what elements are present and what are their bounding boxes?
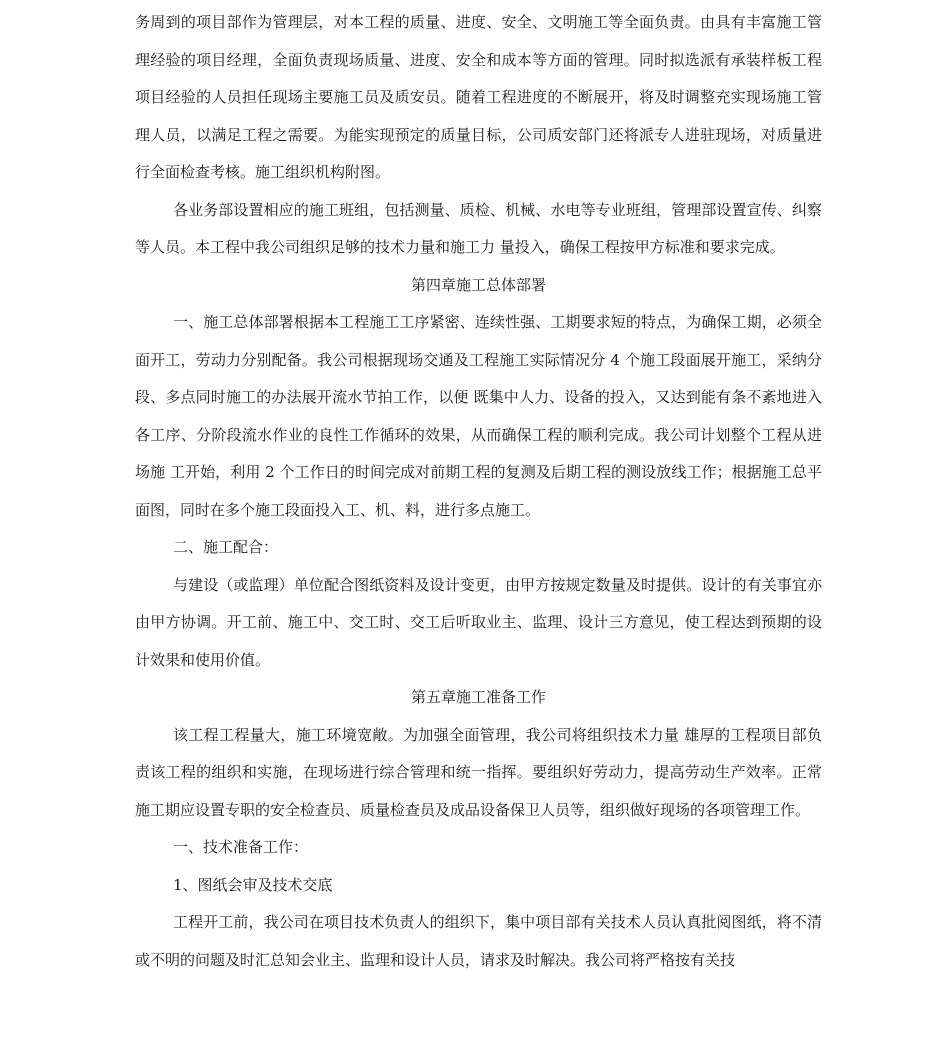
subsection-drawing-review-heading: 1、图纸会审及技术交底 <box>173 875 333 894</box>
paragraph-coordination: 与建设（或监理）单位配合图纸资料及设计变更，由甲方按规定数量及时提供。设计的有关事宜亦由甲方协调。开工前、施工中、交工时、交工后听取业主、监理、设计三方意见，使工程达到预期的设计效果和使用价值。 <box>135 575 822 669</box>
chapter-4-heading: 第四章施工总体部署 <box>410 275 546 294</box>
section-construction-coordination-heading: 二、施工配合： <box>173 538 279 556</box>
chapter-5-heading: 第五章施工准备工作 <box>410 688 546 706</box>
paragraph-management-layer: 务周到的项目部作为管理层，对本工程的质量、进度、安全、文明施工等全面负责。由具有丰富施工管理经验的项目经理，全面负责现场质量、进度、安全和成本等方面的管理。同时拟选派有承装样板工程项目经验的人员担任现场主要施工员及质安员。随着工程进度的不断展开，将及时调整充实现场施工管理人员，以满足工程之需要。为能实现预定的质量目标，公司质安部门还将派专人进驻现场，对质量进行全面检查考核。施工组织机构附图。 <box>135 13 822 181</box>
paragraph-work-teams: 各业务部设置相应的施工班组，包括测量、质检、机械、水电等专业班组，管理部设置宣传、纠察等人员。本工程中我公司组织足够的技术力量和施工力 量投入，确保工程按甲方标准和要求完成。 <box>135 200 822 256</box>
paragraph-drawing-review: 工程开工前，我公司在项目技术负责人的组织下，集中项目部有关技术人员认真批阅图纸，将不清或不明的问题及时汇总知会业主、监理和设计人员，请求及时解决。我公司将严格按有关技 <box>135 913 822 969</box>
document-page <box>135 0 822 979</box>
paragraph-preparation-overview: 该工程工程量大，施工环境宽敞。为加强全面管理，我公司将组织技术力量 雄厚的工程项目部负责该工程的组织和实施，在现场进行综合管理和统一指挥。要组织好劳动力，提高劳动生产效率。正常施工期应设置专职的安全检查员、质量检查员及成品设备保卫人员等，组织做好现场的各项管理工作。 <box>135 725 822 819</box>
section-technical-preparation-heading: 一、技术准备工作： <box>173 838 309 856</box>
paragraph-overall-deployment: 一、施工总体部署根据本工程施工工序紧密、连续性强、工期要求短的特点，为确保工期，必须全面开工，劳动力分别配备。我公司根据现场交通及工程施工实际情况分 4 个施工段面展开施工，采纳分段、多点同时施工的办法展开流水节拍工作，以便 既集中人力、设备的投入，又达到能有条不紊地进入各工序、分阶段流水作业的良性工作循环的效果，从而确保工程的顺利完成。我公司计划整个工程从进场施 工开始，利用 2 个工作日的时间完成对前期工程的复测及后期工程的测设放线工作；根据施工总平面图，同时在多个施工段面投入工、机、料，进行多点施工。 <box>135 313 822 519</box>
